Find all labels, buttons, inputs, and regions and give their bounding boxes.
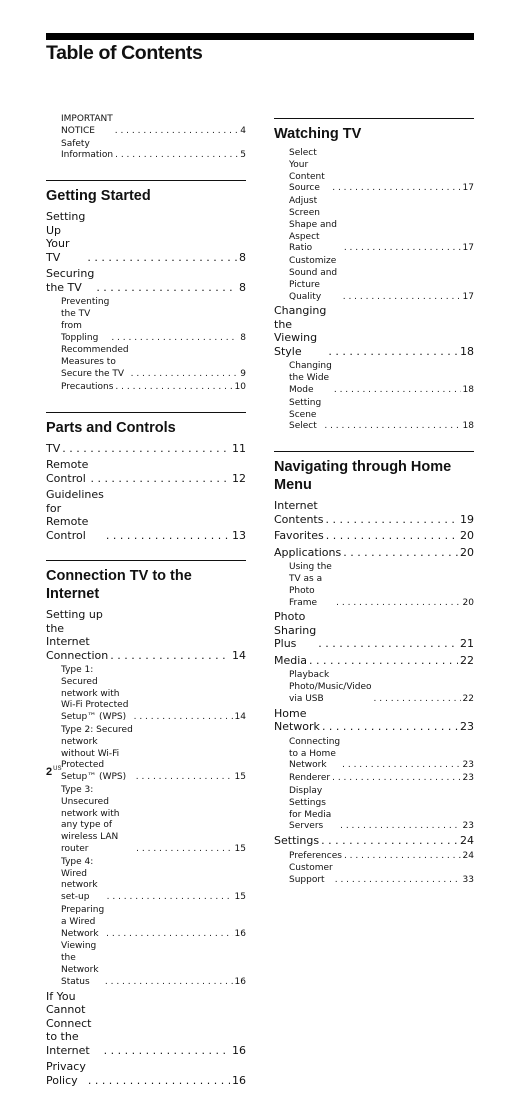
toc-entry-title: Adjust Screen Shape and Aspect Ratio [289,196,337,254]
toc-entry-title: Viewing the Network Status [61,941,99,987]
toc-subentry[interactable] [274,256,474,303]
toc-subentry[interactable] [274,562,474,609]
dot-leader [131,369,239,381]
toc-page-number: 19 [460,512,474,526]
toc-section [46,412,246,543]
toc-entry-title: Customer Support [289,863,333,886]
toc-page-number: 18 [462,421,474,432]
toc-entry[interactable] [274,654,474,668]
toc-entry-title: If You Cannot Connect to the Internet [46,989,92,1057]
section-heading[interactable]: Navigating through Home Menu [274,459,452,494]
toc-entry[interactable] [274,304,474,358]
page-number-suffix: US [53,766,62,772]
dot-leader [88,1074,230,1088]
toc-page-number: 16 [232,1043,246,1057]
toc-entry-title: Applications [274,545,342,559]
toc-page-number: 17 [462,243,474,254]
dot-leader [134,712,233,724]
dot-leader [111,333,238,345]
toc-section [274,118,474,433]
toc-section [274,451,474,887]
dot-leader [344,851,461,863]
toc-entry[interactable] [46,458,246,485]
dot-leader [115,150,238,162]
toc-entry[interactable] [274,546,474,560]
left-sections [46,180,246,1087]
toc-entry-title: Using the TV as a Photo Frame [289,562,332,608]
toc-entry-title: Renderer [289,773,331,784]
toc-entry-title: Settings [274,834,320,848]
toc-section [46,560,246,1087]
dot-leader [322,720,458,734]
toc-subentry[interactable] [274,670,474,705]
toc-subentry[interactable] [46,297,246,344]
toc-page-number: 16 [232,1073,246,1087]
toc-subentry[interactable] [274,398,474,433]
toc-entry-title: Setting Scene Select [289,397,322,432]
toc-page-number: 11 [232,441,246,455]
toc-entry-title: Type 1: Secured network with Wi-Fi Protected Setup™ (WPS) [61,665,129,723]
toc-entry[interactable] [46,990,246,1058]
dot-leader [343,292,461,304]
toc-entry-title: Favorites [274,529,324,543]
toc-subentry[interactable] [274,773,474,785]
toc-subentry[interactable] [274,196,474,255]
toc-page-number: 22 [460,653,474,667]
dot-leader [115,126,239,138]
toc-page-number: 13 [232,528,246,542]
toc-entry[interactable] [46,1060,246,1087]
toc-entry-title: Setting up the Internet Connection [46,608,109,662]
toc-subentry[interactable] [46,114,246,138]
dot-leader [309,654,458,668]
page-number-value: 2 [46,766,53,778]
toc-subentry[interactable] [46,665,246,724]
section-heading[interactable]: Connection TV to the Internet [46,568,192,603]
section-rule [46,560,246,561]
toc-entry-title: Playback Photo/Music/Video via USB [289,670,372,704]
toc-subentry[interactable] [46,725,246,784]
toc-entry-title: Precautions [61,381,114,392]
dot-leader [110,649,230,663]
dot-leader [325,513,458,527]
toc-entry[interactable] [46,210,246,264]
toc-page-number: 15 [234,772,246,783]
toc-subentry[interactable] [274,361,474,396]
dot-leader [115,382,232,394]
toc-page-number: 33 [462,875,474,886]
toc-entry[interactable] [274,707,474,734]
dot-leader [136,772,233,784]
toc-subentry[interactable] [274,786,474,833]
toc-page-number: 23 [462,773,474,784]
toc-entry[interactable] [274,610,474,651]
section-rule [46,180,246,181]
toc-subentry[interactable] [46,382,246,394]
toc-page-number: 18 [460,344,474,358]
toc-entry-title: Safety Information [61,138,114,161]
toc-subentry[interactable] [46,139,246,163]
dot-leader [106,929,232,941]
toc-subentry[interactable] [274,737,474,772]
toc-entry[interactable] [46,267,246,294]
toc-page-number: 16 [234,976,246,987]
toc-subentry[interactable] [46,345,246,380]
toc-page-number: 4 [240,125,246,136]
toc-subentry[interactable] [274,863,474,887]
toc-entry-title: Home Network [274,706,320,734]
dot-leader [336,598,460,610]
right-column [274,118,474,905]
toc-subentry[interactable] [46,857,246,904]
top-bar [46,33,474,40]
section-heading[interactable]: Parts and Controls [46,419,176,436]
toc-page-number: 23 [462,760,474,771]
dot-leader [105,977,233,989]
toc-entry-title: TV [46,441,61,455]
toc-page-number: 23 [462,821,474,832]
toc-entry-title: IMPORTANT NOTICE [61,114,113,136]
toc-entry-title: Changing the Viewing Style [274,304,327,358]
toc-page-number: 10 [234,381,246,392]
section-rule [274,451,474,452]
toc-page-number: 8 [240,332,246,343]
dot-leader [343,546,458,560]
dot-leader [321,834,458,848]
toc-entry-title: Securing the TV [46,267,95,294]
toc-page-number: 20 [460,545,474,559]
dot-leader [87,251,237,265]
toc-subentry[interactable] [274,148,474,195]
toc-page-number: 17 [462,183,474,194]
dot-leader [107,892,233,904]
toc-subentry[interactable] [46,905,246,940]
toc-page-number: 14 [234,712,246,723]
toc-entry-title: Preferences [289,850,342,861]
dot-leader [332,183,460,195]
dot-leader [328,345,458,359]
dot-leader [318,637,458,651]
toc-page-number: 22 [462,693,474,704]
toc-page-number: 8 [239,250,246,264]
toc-entry[interactable] [274,834,474,848]
intro-entries [46,114,246,162]
toc-entry-title: Type 2: Secured network without Wi-Fi Protected Setup™ (WPS) [61,725,133,783]
toc-entry-title: Privacy Policy [46,1060,86,1087]
dot-leader [104,1044,230,1058]
toc-entry-title: Preventing the TV from Toppling [61,297,110,343]
toc-section [46,180,246,393]
toc-entry-title: Type 4: Wired network set-up [61,856,98,903]
toc-subentry[interactable] [46,941,246,988]
section-rule [274,118,474,119]
dot-leader [96,281,237,295]
toc-subentry[interactable] [274,851,474,863]
toc-entry[interactable] [46,608,246,662]
toc-entry[interactable] [46,442,246,456]
toc-entry-title: Photo Sharing Plus [274,610,317,651]
toc-page-number: 16 [234,928,246,939]
dot-leader [335,875,461,887]
toc-entry-title: Recommended Measures to Secure the TV [61,345,129,379]
toc-page-number: 15 [234,892,246,903]
toc-page-number: 14 [232,648,246,662]
toc-page-number: 24 [462,850,474,861]
dot-leader [62,442,230,456]
dot-leader [106,529,230,543]
toc-entry-title: Remote Control [46,458,89,485]
toc-page-number: 24 [460,834,474,848]
toc-page-number: 12 [232,471,246,485]
section-rule [46,412,246,413]
dot-leader [324,421,460,433]
toc-entry-title: Internet Contents [274,499,324,526]
toc-page-number: 20 [460,529,474,543]
toc-page-number: 5 [240,150,246,161]
toc-page-number: 9 [240,368,246,379]
dot-leader [340,821,460,833]
dot-leader [90,472,230,486]
toc-page-number: 15 [234,844,246,855]
dot-leader [332,773,460,785]
toc-entry-title: Preparing a Wired Network [61,905,105,939]
toc-entry-title: Guidelines for Remote Control [46,488,104,542]
toc-entry-title: Setting Up Your TV [46,210,86,264]
toc-entry-title: Customize Sound and Picture Quality [289,256,338,302]
dot-leader [334,385,461,397]
toc-page-number: 17 [462,291,474,302]
toc-subentry[interactable] [46,785,246,856]
toc-page-number: 18 [462,384,474,395]
toc-entry[interactable] [274,499,474,526]
dot-leader [374,694,461,706]
section-heading[interactable]: Getting Started [46,188,151,205]
toc-entry[interactable] [274,529,474,543]
toc-entry-title: Changing the Wide Mode [289,361,332,395]
toc-entry-title: Type 3: Unsecured network with any type of wireless LAN router [61,785,120,855]
toc-page-number: 23 [460,720,474,734]
page-number [46,766,61,778]
toc-entry-title: Display Settings for Media Servers [289,785,332,832]
left-column [46,114,246,1105]
toc-page-number: 8 [239,280,246,294]
dot-leader [342,760,460,772]
right-sections [274,118,474,887]
toc-entry-title: Connecting to a Home Network [289,736,341,771]
toc-entry-title: Media [274,653,308,667]
dot-leader [326,529,458,543]
dot-leader [136,844,232,856]
section-heading[interactable]: Watching TV [274,126,362,142]
toc-entry[interactable] [46,488,246,542]
toc-page-number: 21 [460,637,474,651]
toc-entry-title: Select Your Content Source [289,148,325,194]
toc-page-number: 20 [462,597,474,608]
page-title: Table of Contents [46,42,203,64]
dot-leader [344,243,461,255]
